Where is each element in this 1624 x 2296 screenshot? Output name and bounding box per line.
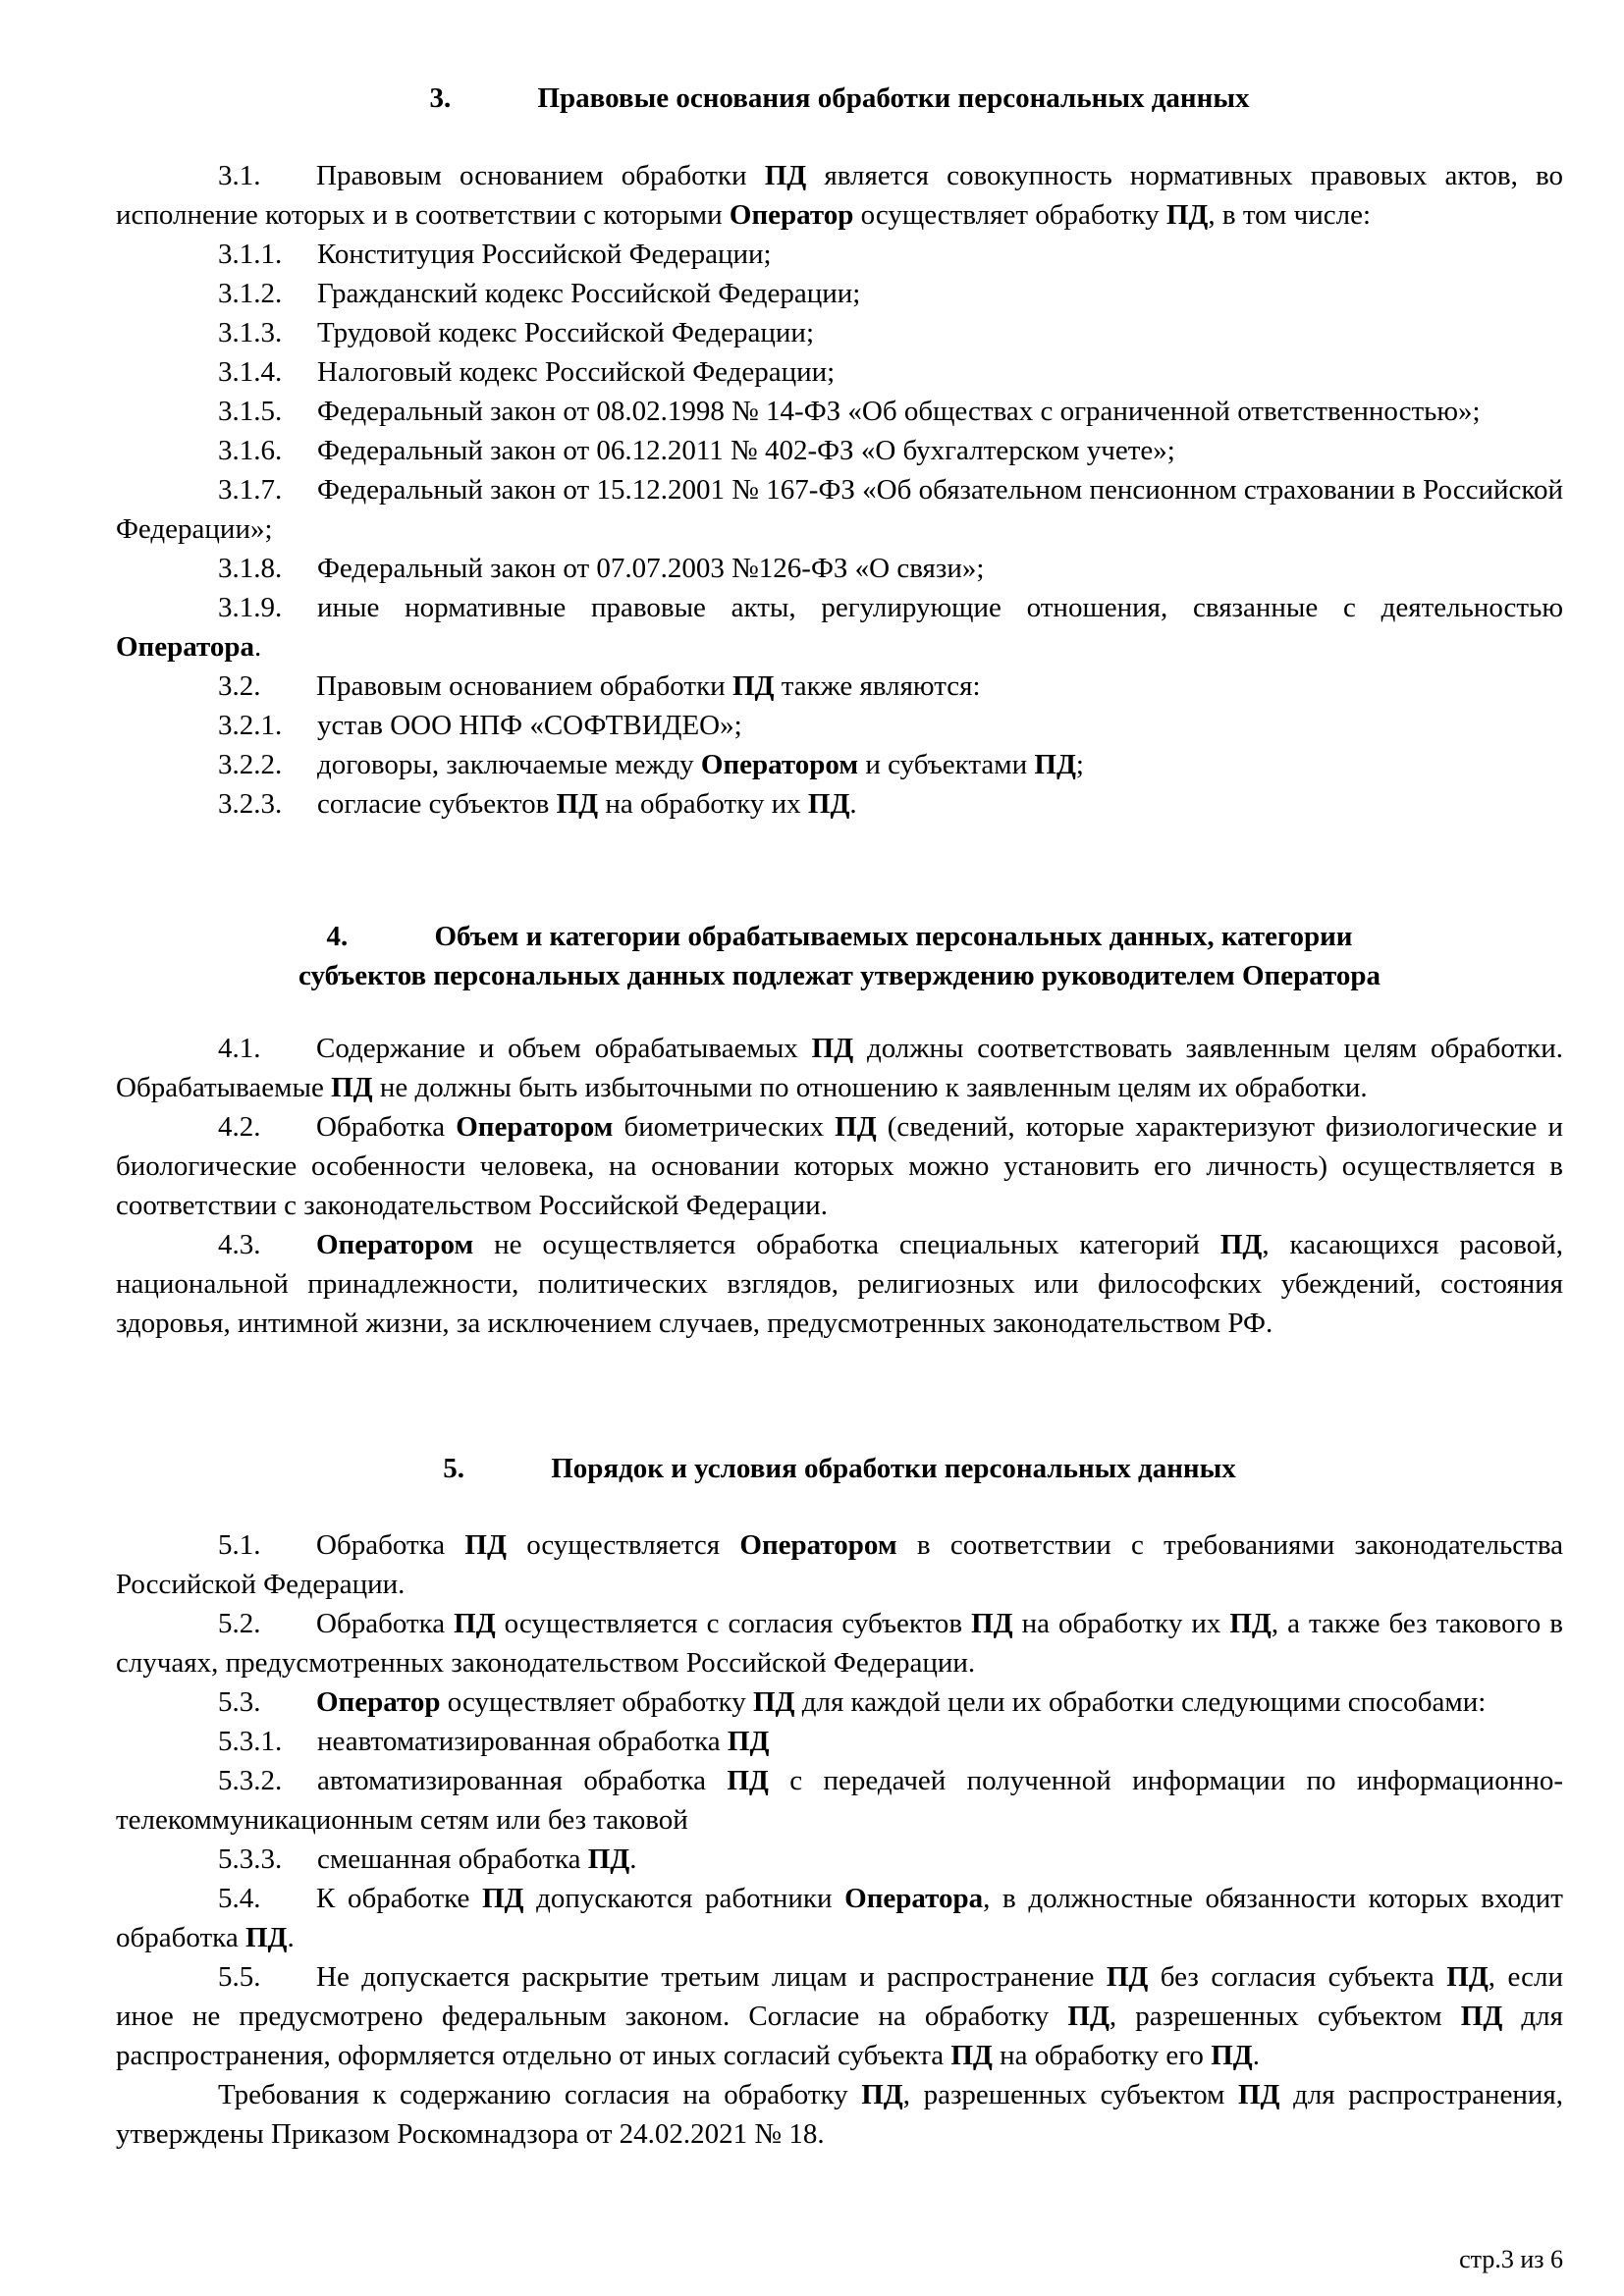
paragraph-text: автоматизированная обработка bbox=[317, 1765, 728, 1796]
paragraph bbox=[116, 274, 1563, 313]
paragraph-text: Конституция Российской Федерации; bbox=[317, 239, 772, 270]
section-4-body bbox=[116, 1029, 1563, 1343]
paragraph-text: Федеральный закон от 15.12.2001 № 167-ФЗ «Об обязательном пенсионном страховании в Российской Федерации»; bbox=[116, 474, 1563, 545]
paragraph-text: Федеральный закон от 06.12.2011 № 402-ФЗ «О бухгалтерском учете»; bbox=[317, 435, 1175, 466]
paragraph-text: биометрических bbox=[613, 1111, 836, 1143]
paragraph-text: (сведений, которые характеризуют физиологические и биологические особенности человека, на основании которых можно установить его личность) осуществляется в соответствии с законодательством Российской Федерации. bbox=[116, 1111, 1563, 1221]
paragraph-text: без согласия субъекта bbox=[1148, 1961, 1447, 1993]
paragraph-number: 4.2. bbox=[218, 1111, 261, 1143]
paragraph-number: 5.1. bbox=[218, 1529, 261, 1561]
paragraph-number: 3.1.1. bbox=[218, 239, 283, 270]
section-5-body bbox=[116, 1525, 1563, 2154]
paragraph-number: 3.1.6. bbox=[218, 435, 283, 466]
paragraph-text: осуществляет обработку bbox=[853, 199, 1166, 231]
paragraph-text: К обработке bbox=[316, 1883, 482, 1914]
paragraph-number: 4.3. bbox=[218, 1229, 261, 1260]
section-title-line2: субъектов персональных данных подлежат утверждению руководителем Оператора bbox=[298, 960, 1381, 991]
paragraph bbox=[116, 1525, 1563, 1604]
bold-term: ПД bbox=[752, 1686, 795, 1718]
paragraph-text: , в должностные обязанности которых входит обработка bbox=[116, 1883, 1563, 1953]
paragraph-text: является совокупность нормативных правовых актов, во исполнение которых и в соответствии с которыми bbox=[116, 160, 1563, 231]
bold-term: ПД bbox=[454, 1608, 496, 1639]
paragraph-text: Федеральный закон от 08.02.1998 № 14-ФЗ «Об обществах с ограниченной ответственностью»; bbox=[317, 396, 1481, 427]
bold-term: ПД bbox=[482, 1883, 524, 1914]
paragraph-text: Налоговый кодекс Российской Федерации; bbox=[317, 356, 836, 388]
paragraph-text: Гражданский кодекс Российской Федерации; bbox=[317, 278, 861, 309]
paragraph bbox=[116, 1604, 1563, 1682]
section-number: 3. bbox=[429, 82, 452, 114]
paragraph-text: для распространения, утверждены Приказом Роскомнадзора от 24.02.2021 № 18. bbox=[116, 2079, 1563, 2150]
section-title: Порядок и условия обработки персональных данных bbox=[551, 1453, 1236, 1484]
page-number: стр.3 из 6 bbox=[1459, 2245, 1563, 2273]
paragraph-number: 3.1. bbox=[218, 160, 261, 191]
paragraph-number: 3.2.1. bbox=[218, 710, 283, 741]
section-4-heading bbox=[116, 917, 1563, 995]
paragraph-text: также являются: bbox=[774, 670, 981, 702]
bold-term: ПД bbox=[1460, 2001, 1503, 2032]
paragraph-text: Обработка bbox=[316, 1111, 457, 1143]
bold-term: ПД bbox=[811, 1033, 854, 1064]
paragraph-text: согласие субъектов bbox=[317, 788, 557, 820]
bold-term: Оператор bbox=[729, 199, 854, 231]
paragraph-number: 3.2.3. bbox=[218, 788, 283, 820]
paragraph bbox=[116, 470, 1563, 549]
paragraph-text: , разрешенных субъектом bbox=[1109, 2001, 1461, 2032]
bold-term: ПД bbox=[1446, 1961, 1489, 1993]
bold-term: Оператор bbox=[316, 1686, 441, 1718]
bold-term: ПД bbox=[835, 1111, 877, 1143]
paragraph bbox=[116, 549, 1563, 588]
paragraph bbox=[116, 1957, 1563, 2075]
paragraph bbox=[116, 235, 1563, 274]
paragraph bbox=[116, 588, 1563, 667]
paragraph-text: Правовым основанием обработки bbox=[316, 160, 765, 191]
bold-term: ПД bbox=[1034, 749, 1076, 780]
bold-term: ПД bbox=[1165, 199, 1209, 231]
section-title: Правовые основания обработки персональных данных bbox=[537, 82, 1250, 114]
paragraph-text: Содержание и объем обрабатываемых bbox=[316, 1033, 812, 1064]
paragraph-number: 4.1. bbox=[218, 1033, 261, 1064]
bold-term: ПД bbox=[556, 788, 599, 820]
paragraph-text: неавтоматизированная обработка bbox=[317, 1726, 728, 1757]
paragraph-text: . bbox=[254, 631, 262, 663]
paragraph-text: на обработку их bbox=[1012, 1608, 1230, 1639]
paragraph-text: осуществляет обработку bbox=[440, 1686, 753, 1718]
bold-term: ПД bbox=[950, 2040, 993, 2071]
bold-term: Оператора bbox=[844, 1883, 984, 1914]
paragraph bbox=[116, 667, 1563, 706]
paragraph-number: 3.1.9. bbox=[218, 592, 283, 623]
paragraph-number: 5.3.2. bbox=[218, 1765, 283, 1796]
paragraph-text: с передачей полученной информации по информационно-телекоммуникационным сетям или без таковой bbox=[116, 1765, 1563, 1836]
bold-term: ПД bbox=[464, 1529, 507, 1561]
paragraph bbox=[116, 1225, 1563, 1343]
paragraph bbox=[116, 431, 1563, 470]
paragraph bbox=[116, 352, 1563, 392]
paragraph bbox=[116, 392, 1563, 431]
paragraph-text: Трудовой кодекс Российской Федерации; bbox=[317, 317, 814, 348]
bold-term: ПД bbox=[1229, 1608, 1272, 1639]
bold-term: ПД bbox=[1106, 1961, 1149, 1993]
paragraph-text: Обработка bbox=[316, 1529, 465, 1561]
paragraph-text: , а также без такового в случаях, предусмотренных законодательством Российской Федерации. bbox=[116, 1608, 1563, 1679]
section-number: 4. bbox=[326, 921, 349, 952]
paragraph bbox=[116, 2075, 1563, 2154]
paragraph bbox=[116, 156, 1563, 235]
paragraph-text: , в том числе: bbox=[1208, 199, 1372, 231]
bold-term: ПД bbox=[727, 1765, 769, 1796]
paragraph-number: 3.2.2. bbox=[218, 749, 283, 780]
bold-term: ПД bbox=[1067, 2001, 1110, 2032]
paragraph-number: 5.4. bbox=[218, 1883, 261, 1914]
bold-term: ПД bbox=[1219, 1229, 1263, 1260]
paragraph-number: 5.2. bbox=[218, 1608, 261, 1639]
paragraph-text: , касающихся расовой, национальной принадлежности, политических взглядов, религиозных или философских убеждений, состояния здоровья, интимной жизни, за исключением случаев, предусмотренных законодательством РФ. bbox=[116, 1229, 1563, 1339]
paragraph bbox=[116, 706, 1563, 745]
paragraph-number: 3.1.7. bbox=[218, 474, 283, 506]
paragraph-text: на обработку их bbox=[598, 788, 808, 820]
bold-term: Оператора bbox=[116, 631, 255, 663]
paragraph-text: на обработку его bbox=[992, 2040, 1212, 2071]
paragraph-text: должны соответствовать заявленным целям обработки. Обрабатываемые bbox=[116, 1033, 1564, 1103]
paragraph-text: для распространения, оформляется отдельно от иных согласий субъекта bbox=[116, 2001, 1563, 2071]
paragraph-text: ; bbox=[1075, 749, 1084, 780]
bold-term: ПД bbox=[331, 1072, 373, 1103]
bold-term: ПД bbox=[587, 1843, 630, 1875]
paragraph-text: допускаются работники bbox=[523, 1883, 845, 1914]
paragraph-text: Требования к содержанию согласия на обработку bbox=[218, 2079, 862, 2110]
paragraph-number: 3.1.4. bbox=[218, 356, 283, 388]
bold-term: ПД bbox=[807, 788, 850, 820]
paragraph-number: 5.3. bbox=[218, 1686, 261, 1718]
paragraph bbox=[116, 1761, 1563, 1840]
paragraph-number: 5.3.1. bbox=[218, 1726, 283, 1757]
paragraph-text: иные нормативные правовые акты, регулирующие отношения, связанные с деятельностью bbox=[317, 592, 1563, 623]
bold-term: Оператором bbox=[700, 749, 859, 780]
paragraph bbox=[116, 745, 1563, 784]
paragraph-text: и субъектами bbox=[858, 749, 1035, 780]
paragraph bbox=[116, 1722, 1563, 1761]
paragraph bbox=[116, 1879, 1563, 1957]
bold-term: Оператором bbox=[739, 1529, 897, 1561]
paragraph-text: смешанная обработка bbox=[317, 1843, 588, 1875]
paragraph-text: Обработка bbox=[316, 1608, 455, 1639]
paragraph-text: осуществляется bbox=[506, 1529, 740, 1561]
paragraph bbox=[116, 1682, 1563, 1722]
paragraph-number: 3.2. bbox=[218, 670, 261, 702]
paragraph bbox=[116, 1029, 1563, 1107]
paragraph bbox=[116, 1107, 1563, 1225]
paragraph-text: . bbox=[287, 1922, 295, 1953]
paragraph bbox=[116, 784, 1563, 824]
paragraph-text: , разрешенных субъектом bbox=[902, 2079, 1238, 2110]
paragraph-text: не осуществляется обработка специальных категорий bbox=[473, 1229, 1220, 1260]
bold-term: ПД bbox=[731, 670, 775, 702]
paragraph-text: устав ООО НПФ «СОФТВИДЕО»; bbox=[317, 710, 742, 741]
paragraph-number: 3.1.8. bbox=[218, 553, 283, 584]
bold-term: ПД bbox=[971, 1608, 1013, 1639]
paragraph-text: . bbox=[1252, 2040, 1260, 2071]
paragraph-text: для каждой цели их обработки следующими способами: bbox=[794, 1686, 1487, 1718]
bold-term: ПД bbox=[764, 160, 807, 191]
bold-term: ПД bbox=[727, 1726, 770, 1757]
paragraph-number: 3.1.5. bbox=[218, 396, 283, 427]
bold-term: Оператором bbox=[456, 1111, 614, 1143]
paragraph-number: 5.3.3. bbox=[218, 1843, 283, 1875]
section-number: 5. bbox=[443, 1453, 464, 1484]
section-title: Объем и категории обрабатываемых персональных данных, категории bbox=[434, 921, 1353, 952]
paragraph-text: Федеральный закон от 07.07.2003 №126-ФЗ «О связи»; bbox=[317, 553, 985, 584]
bold-term: ПД bbox=[1237, 2079, 1280, 2110]
paragraph-text: Не допускается раскрытие третьим лицам и распространение bbox=[316, 1961, 1107, 1993]
section-3-body bbox=[116, 156, 1563, 824]
paragraph-text: не должны быть избыточными по отношению к заявленным целям их обработки. bbox=[372, 1072, 1368, 1103]
paragraph-text: осуществляется с согласия субъектов bbox=[495, 1608, 972, 1639]
paragraph-text: в соответствии с требованиями законодательства Российской Федерации. bbox=[116, 1529, 1563, 1600]
bold-term: ПД bbox=[244, 1922, 288, 1953]
paragraph-text: договоры, заключаемые между bbox=[317, 749, 701, 780]
section-3-heading bbox=[116, 79, 1563, 118]
paragraph-text: Правовым основанием обработки bbox=[316, 670, 732, 702]
paragraph-text: , если иное не предусмотрено федеральным законом. Согласие на обработку bbox=[116, 1961, 1563, 2032]
bold-term: ПД bbox=[861, 2079, 903, 2110]
paragraph-number: 5.5. bbox=[218, 1961, 261, 1993]
paragraph-text: . bbox=[629, 1843, 637, 1875]
bold-term: Оператором bbox=[316, 1229, 474, 1260]
paragraph-number: 3.1.2. bbox=[218, 278, 283, 309]
section-5-heading bbox=[116, 1449, 1563, 1488]
paragraph-number: 3.1.3. bbox=[218, 317, 283, 348]
bold-term: ПД bbox=[1211, 2040, 1253, 2071]
paragraph-text: . bbox=[849, 788, 857, 820]
paragraph bbox=[116, 313, 1563, 352]
paragraph bbox=[116, 1840, 1563, 1879]
